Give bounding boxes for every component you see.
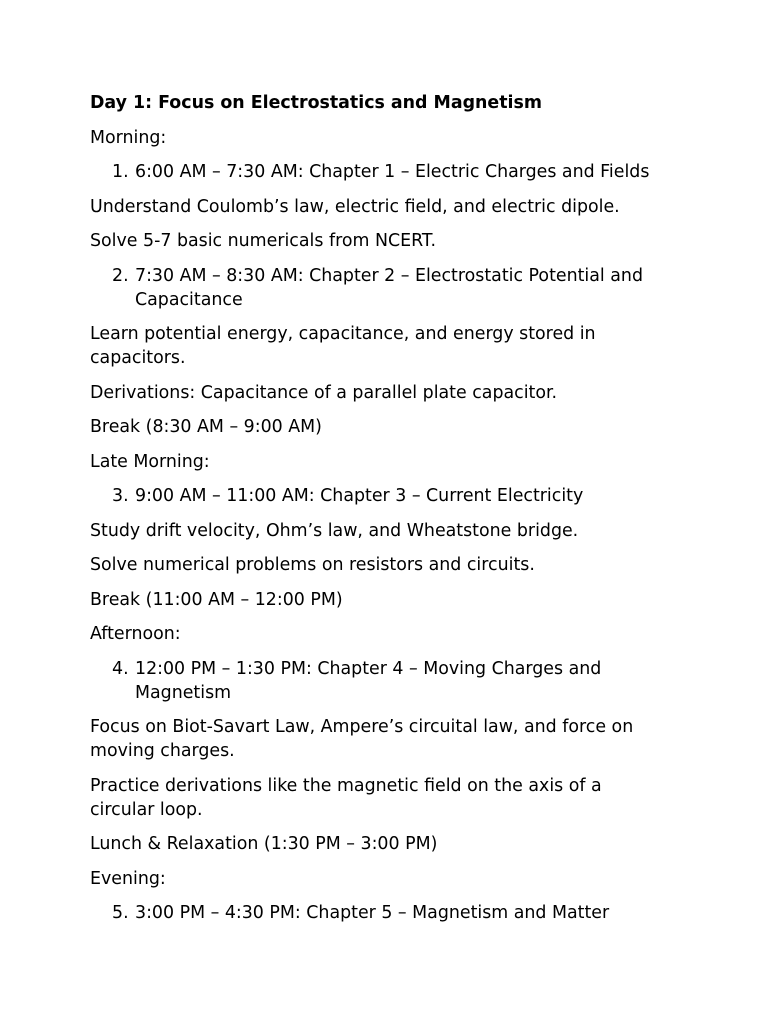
paragraph-coulomb: Understand Coulomb’s law, electric field, and electric dipole.	[90, 196, 620, 217]
section-morning: Morning:	[90, 127, 167, 148]
list-number: 3.	[112, 486, 129, 506]
section-late-morning: Late Morning:	[90, 451, 210, 472]
list-number: 2.	[112, 265, 129, 286]
list-item-text: 12:00 PM – 1:30 PM: Chapter 4 – Moving Charges and Magnetism	[135, 658, 602, 703]
paragraph-resistors: Solve numerical problems on resistors and circuits.	[90, 555, 535, 575]
list-item-text: 3:00 PM – 4:30 PM: Chapter 5 – Magnetism and Matter	[135, 903, 610, 923]
list-item-3	[90, 484, 670, 508]
list-item-5	[90, 901, 670, 925]
list-item-text: 9:00 AM – 11:00 AM: Chapter 3 – Current Electricity	[135, 486, 584, 506]
section-afternoon: Afternoon:	[90, 624, 181, 644]
list-item-2	[90, 264, 670, 312]
paragraph-potential: Learn potential energy, capacitance, and energy stored in capacitors.	[90, 324, 596, 368]
document-page	[90, 91, 670, 936]
list-number: 1.	[112, 162, 129, 182]
paragraph-practice: Practice derivations like the magnetic field on the axis of a circular loop.	[90, 775, 602, 820]
break-1: Break (8:30 AM – 9:00 AM)	[90, 417, 322, 437]
list-item-text: 6:00 AM – 7:30 AM: Chapter 1 – Electric Charges and Fields	[135, 162, 650, 182]
day-heading: Day 1: Focus on Electrostatics and Magnetism	[90, 93, 542, 113]
list-item-1	[90, 160, 670, 184]
list-item-text: 7:30 AM – 8:30 AM: Chapter 2 – Electrostatic Potential and Capacitance	[135, 265, 643, 310]
break-2: Break (11:00 AM – 12:00 PM)	[90, 589, 343, 610]
section-evening: Evening:	[90, 868, 166, 889]
paragraph-drift: Study drift velocity, Ohm’s law, and Wheatstone bridge.	[90, 520, 579, 541]
list-number: 5.	[112, 903, 129, 923]
paragraph-biot-savart: Focus on Biot-Savart Law, Ampere’s circuital law, and force on moving charges.	[90, 717, 634, 761]
paragraph-derivations: Derivations: Capacitance of a parallel plate capacitor.	[90, 382, 558, 403]
paragraph-ncert: Solve 5-7 basic numericals from NCERT.	[90, 231, 436, 251]
list-item-4	[90, 657, 670, 705]
list-number: 4.	[112, 658, 129, 679]
lunch-break: Lunch & Relaxation (1:30 PM – 3:00 PM)	[90, 834, 438, 854]
